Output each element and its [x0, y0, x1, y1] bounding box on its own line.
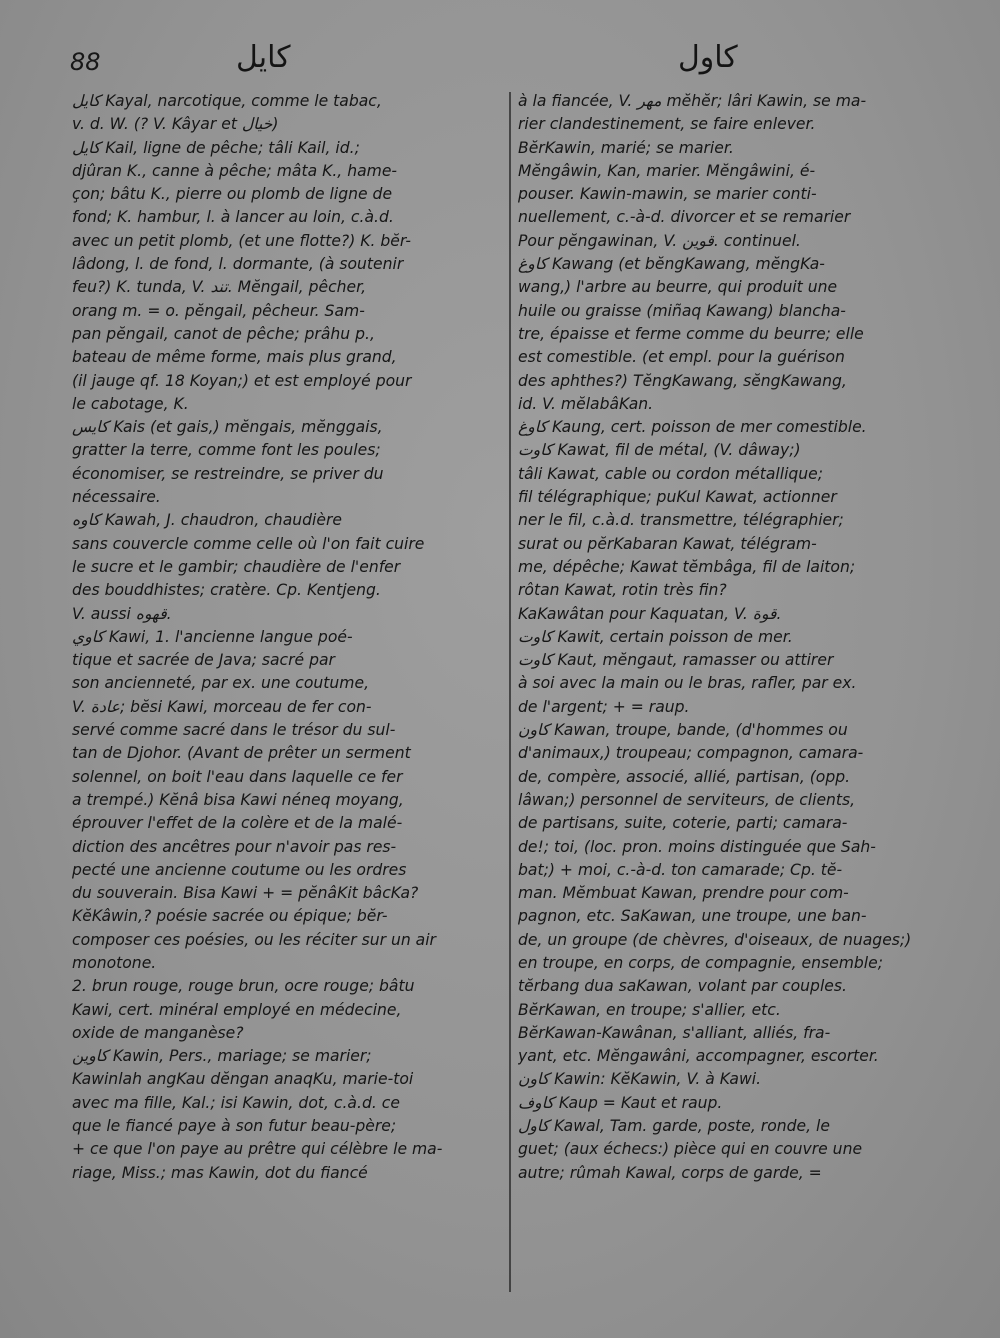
entry-line: lâdong, l. de fond, l. dormante, (à soutenir	[72, 255, 404, 274]
entry-line: pecté une ancienne coutume ou les ordres	[72, 860, 407, 879]
entry-line: d'animaux,) troupeau; compagnon, camara-	[518, 744, 864, 763]
entry-line: KaKawâtan pour Kaquatan, V. قوة.	[518, 604, 782, 623]
entry-line: pouser. Kawin-mawin, se marier conti-	[518, 185, 817, 204]
entry-line: tan de Djohor. (Avant de prêter un serment	[72, 744, 411, 763]
entry-line: des bouddhistes; cratère. Cp. Kentjeng.	[72, 581, 381, 600]
entry-line: yant, etc. Mĕngawâni, accompagner, escorter.	[518, 1047, 879, 1066]
entry-line: V. عادة; bĕsi Kawi, morceau de fer con-	[72, 697, 372, 716]
entry-line: de l'argent; + = raup.	[518, 697, 690, 716]
entry-line: à la fiancée, V. مهر mĕhĕr; lâri Kawin, se ma-	[518, 92, 867, 110]
running-head-right: كاول	[678, 40, 738, 75]
entry-line: de, compère, associé, allié, partisan, (opp.	[518, 767, 851, 786]
entry-line: servé comme sacré dans le trésor du sul-	[72, 721, 396, 740]
entry-line: que le fiancé paye à son futur beau-père;	[72, 1117, 397, 1136]
entry-line: tique et sacrée de Java; sacré par	[72, 651, 335, 670]
entry-line: كاوف Kaup = Kaut et raup.	[518, 1093, 723, 1112]
entry-line: nuellement, c.-à-d. divorcer et se remarier	[518, 208, 851, 227]
entry-line: (il jauge qf. 18 Koyan;) et est employé pour	[72, 371, 412, 390]
entry-line: son ancienneté, par ex. une coutume,	[72, 674, 370, 693]
entry-line: id. V. mĕlabâKan.	[518, 394, 654, 413]
entry-line: composer ces poésies, ou les réciter sur un air	[72, 930, 436, 949]
page-number: 88	[70, 48, 101, 76]
entry-line: nécessaire.	[72, 488, 161, 507]
entry-line: autre; rûmah Kawal, corps de garde, =	[518, 1163, 822, 1182]
entry-line: me, dépêche; Kawat tĕmbâga, fil de laiton;	[518, 557, 856, 576]
entry-line: كاوه Kawah, J. chaudron, chaudière	[72, 511, 342, 530]
entry-line: كاون Kawan, troupe, bande, (d'hommes ou	[518, 721, 848, 740]
entry-line: KĕKâwin,? poésie sacrée ou épique; bĕr-	[72, 907, 388, 926]
entry-line: BĕrKawan-Kawânan, s'alliant, alliés, fra-	[518, 1023, 831, 1042]
entry-line: de partisans, suite, coterie, parti; camara-	[518, 814, 848, 833]
entry-line: lâwan;) personnel de serviteurs, de clients,	[518, 790, 856, 809]
entry-line: كاوت Kawit, certain poisson de mer.	[518, 627, 793, 646]
entry-line: à soi avec la main ou le bras, rafler, par ex.	[518, 674, 857, 693]
entry-line: BĕrKawan, en troupe; s'allier, etc.	[518, 1000, 781, 1019]
entry-line: wang,) l'arbre au beurre, qui produit une	[518, 278, 838, 297]
entry-line: tĕrbang dua saKawan, volant par couples.	[518, 977, 847, 996]
entry-line: le sucre et le gambir; chaudière de l'enfer	[72, 557, 401, 576]
entry-line: كاول Kawal, Tam. garde, poste, ronde, le	[518, 1117, 830, 1136]
entry-line: man. Mĕmbuat Kawan, prendre pour com-	[518, 884, 849, 903]
entry-line: tâli Kawat, cable ou cordon métallique;	[518, 464, 824, 483]
entry-line: est comestible. (et empl. pour la guérison	[518, 348, 845, 367]
left-column	[72, 90, 504, 1185]
entry-line: كاوت Kawat, fil de métal, (V. dâway;)	[518, 441, 801, 460]
entry-line: Kawinlah angKau dĕngan anaqKu, marie-toi	[72, 1070, 414, 1089]
entry-line: de, un groupe (de chèvres, d'oiseaux, de nuages;)	[518, 930, 912, 949]
entry-line: bateau de même forme, mais plus grand,	[72, 348, 397, 367]
entry-line: du souverain. Bisa Kawi + = pĕnâKit bâcKa?	[72, 884, 419, 903]
entry-line: كاوغ Kaung, cert. poisson de mer comestible.	[518, 418, 867, 437]
entry-line: feu?) K. tunda, V. تند. Mĕngail, pêcher,	[72, 278, 367, 297]
entry-line: le cabotage, K.	[72, 394, 189, 413]
entry-line: Kawi, cert. minéral employé en médecine,	[72, 1000, 402, 1019]
entry-line: Pour pĕngawinan, V. قوين. continuel.	[518, 231, 801, 250]
entry-line: tre, épaisse et ferme comme du beurre; elle	[518, 324, 864, 343]
entry-line: كاون Kawin: KĕKawin, V. à Kawi.	[518, 1070, 762, 1089]
entry-line: pan pĕngail, canot de pêche; prâhu p.,	[72, 324, 375, 343]
entry-line: surat ou pĕrKabaran Kawat, télégram-	[518, 534, 817, 553]
entry-line: monotone.	[72, 953, 157, 972]
entry-line: bat;) + moi, c.-à-d. ton camarade; Cp. tĕ-	[518, 860, 843, 879]
entry-line: diction des ancêtres pour n'avoir pas res-	[72, 837, 397, 856]
entry-line: avec ma fille, Kal.; isi Kawin, dot, c.à.d. ce	[72, 1093, 400, 1112]
entry-line: guet; (aux échecs:) pièce qui en couvre une	[518, 1140, 863, 1159]
entry-line: éprouver l'effet de la colère et de la malé-	[72, 814, 403, 833]
entry-line: orang m. = o. pĕngail, pêcheur. Sam-	[72, 301, 365, 320]
entry-line: pagnon, etc. SaKawan, une troupe, une ban-	[518, 907, 867, 926]
entry-line: كاوغ Kawang (et bĕngKawang, mĕngKa-	[518, 255, 825, 274]
entry-line: fil télégraphique; puKul Kawat, actionner	[518, 488, 837, 507]
entry-line: Mĕngâwin, Kan, marier. Mĕngâwini, é-	[518, 161, 816, 180]
running-head-left: كايل	[236, 40, 291, 75]
column-divider	[509, 92, 511, 1292]
entry-line: des aphthes?) TĕngKawang, sĕngKawang,	[518, 371, 847, 390]
entry-line: en troupe, en corps, de compagnie, ensemble;	[518, 953, 883, 972]
entry-line: v. d. W. (? V. Kâyar et خيال)	[72, 115, 279, 134]
entry-line: كاوي Kawi, 1. l'ancienne langue poé-	[72, 627, 353, 646]
entry-line: gratter la terre, comme font les poules;	[72, 441, 381, 460]
entry-line: rier clandestinement, se faire enlever.	[518, 115, 816, 134]
entry-line: كايل Kayal, narcotique, comme le tabac,	[72, 92, 382, 110]
entry-line: fond; K. hambur, l. à lancer au loin, c.à.d.	[72, 208, 394, 227]
entry-line: oxide de manganèse?	[72, 1023, 244, 1042]
entry-line: BĕrKawin, marié; se marier.	[518, 138, 734, 157]
right-column	[518, 90, 966, 1185]
entry-line: huile ou graisse (miñaq Kawang) blancha-	[518, 301, 846, 320]
entry-line: + ce que l'on paye au prêtre qui célèbre le ma-	[72, 1140, 443, 1159]
entry-line: V. aussi قهوه.	[72, 604, 172, 623]
entry-line: كايس Kais (et gais,) mĕngais, mĕnggais,	[72, 418, 383, 437]
entry-line: كايل Kail, ligne de pêche; tâli Kail, id.;	[72, 138, 360, 157]
entry-line: riage, Miss.; mas Kawin, dot du fiancé	[72, 1163, 368, 1182]
entry-line: de!; toi, (loc. pron. moins distinguée que Sah-	[518, 837, 876, 856]
entry-line: 2. brun rouge, rouge brun, ocre rouge; bâtu	[72, 977, 415, 996]
entry-line: avec un petit plomb, (et une flotte?) K. bĕr-	[72, 231, 412, 250]
entry-line: sans couvercle comme celle où l'on fait cuire	[72, 534, 425, 553]
entry-line: كاوت Kaut, mĕngaut, ramasser ou attirer	[518, 651, 834, 670]
entry-line: rôtan Kawat, rotin très fin?	[518, 581, 727, 600]
entry-line: djûran K., canne à pêche; mâta K., hame-	[72, 161, 398, 180]
entry-line: économiser, se restreindre, se priver du	[72, 464, 384, 483]
entry-line: كاوين Kawin, Pers., mariage; se marier;	[72, 1047, 372, 1066]
entry-line: ner le fil, c.à.d. transmettre, télégraphier;	[518, 511, 844, 530]
entry-line: a trempé.) Kĕnâ bisa Kawi néneq moyang,	[72, 790, 404, 809]
entry-line: çon; bâtu K., pierre ou plomb de ligne de	[72, 185, 393, 204]
entry-line: solennel, on boit l'eau dans laquelle ce fer	[72, 767, 403, 786]
